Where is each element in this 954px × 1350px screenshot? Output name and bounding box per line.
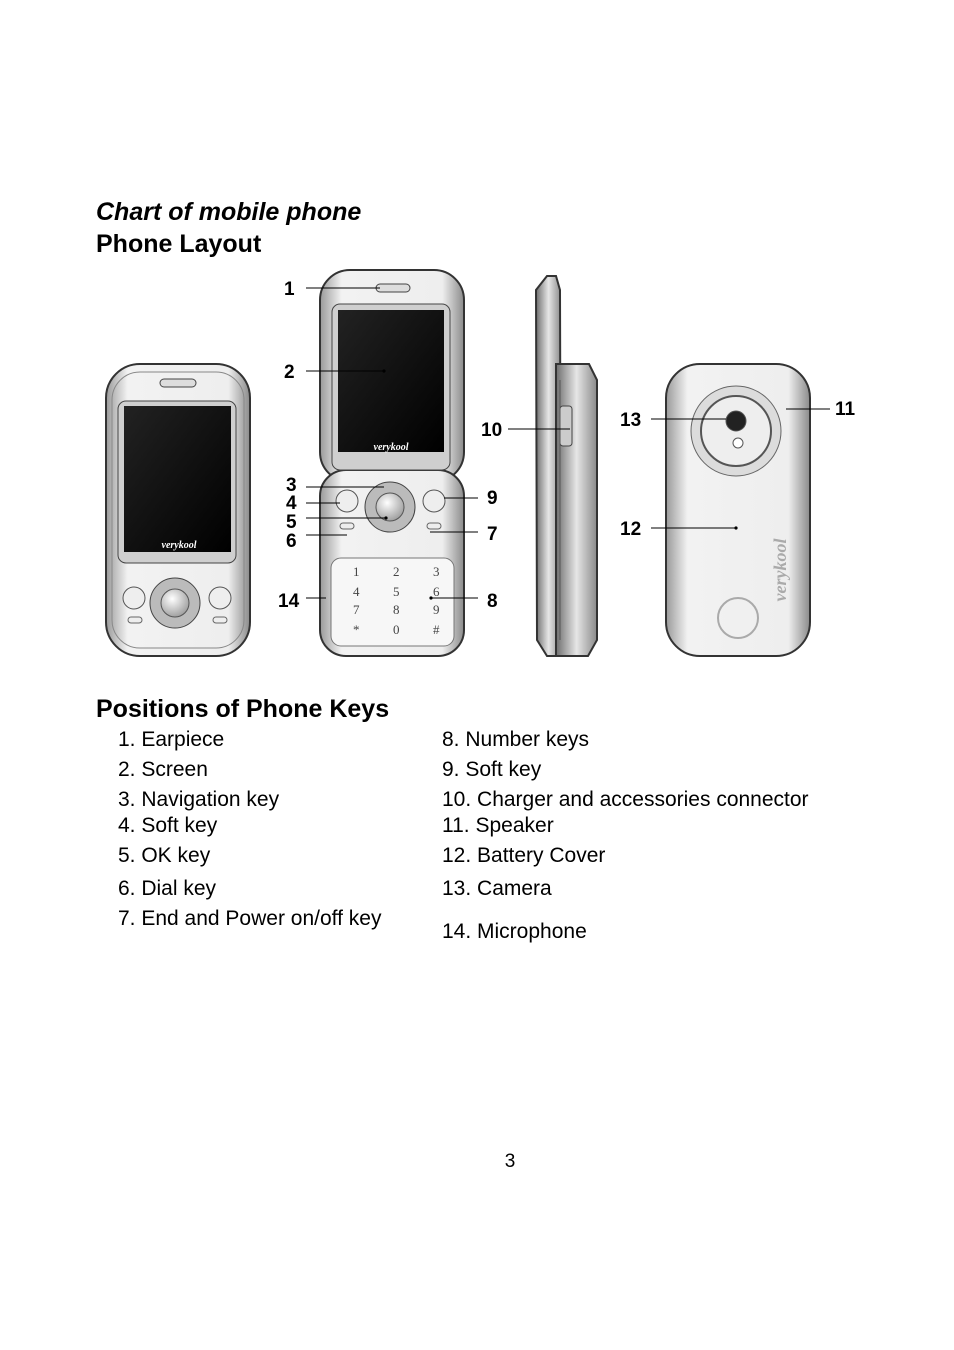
phone-back-view — [666, 364, 810, 656]
callout-12: 12 — [620, 519, 642, 540]
callout-10: 10 — [481, 420, 503, 441]
brand-logo-open: verykool — [373, 442, 409, 453]
key-item: 12. Battery Cover — [442, 844, 606, 867]
callout-3: 3 — [286, 475, 297, 496]
key-item: 13. Camera — [442, 877, 552, 900]
phone-layout-figure — [96, 266, 866, 662]
callout-5: 5 — [286, 512, 297, 533]
key-item: 10. Charger and accessories connector — [442, 788, 809, 811]
keypad-key: # — [433, 622, 440, 637]
keys-heading: Positions of Phone Keys — [96, 695, 390, 723]
callout-14: 14 — [278, 591, 300, 612]
callout-9: 9 — [487, 488, 498, 509]
key-item: 5. OK key — [118, 844, 211, 867]
callout-8: 8 — [487, 591, 498, 612]
keypad-key: 2 — [393, 564, 400, 579]
key-item: 6. Dial key — [118, 877, 217, 900]
callout-4: 4 — [286, 493, 297, 514]
keypad-key: 6 — [433, 584, 440, 599]
keypad-key: 1 — [353, 564, 360, 579]
key-item: 3. Navigation key — [118, 788, 280, 811]
key-item: 7. End and Power on/off key — [118, 907, 382, 930]
keypad-key: 4 — [353, 584, 360, 599]
phone-front-closed — [106, 364, 250, 656]
key-item: 14. Microphone — [442, 920, 587, 943]
key-item: 2. Screen — [118, 758, 208, 781]
callout-7: 7 — [487, 524, 498, 545]
key-item: 11. Speaker — [442, 814, 554, 837]
key-item: 4. Soft key — [118, 814, 218, 837]
section-subtitle: Phone Layout — [96, 230, 262, 258]
keypad-key: * — [353, 622, 360, 637]
keypad-key: 5 — [393, 584, 400, 599]
keypad-key: 0 — [393, 622, 400, 637]
phone-side-view — [536, 276, 597, 656]
keypad-key: 9 — [433, 602, 440, 617]
key-item: 1. Earpiece — [118, 728, 225, 751]
callout-13: 13 — [620, 410, 642, 431]
key-item: 9. Soft key — [442, 758, 542, 781]
section-title: Chart of mobile phone — [96, 198, 362, 226]
callout-11: 11 — [835, 399, 856, 420]
brand-logo-front: verykool — [161, 540, 197, 551]
brand-logo-back: verykool — [770, 538, 790, 602]
callout-1: 1 — [284, 279, 295, 300]
callout-2: 2 — [284, 362, 295, 383]
keypad-key: 8 — [393, 602, 400, 617]
key-item: 8. Number keys — [442, 728, 590, 751]
callout-6: 6 — [286, 531, 297, 552]
page-number: 3 — [504, 1151, 516, 1172]
keypad-key: 7 — [353, 602, 360, 617]
keypad-key: 3 — [433, 564, 440, 579]
